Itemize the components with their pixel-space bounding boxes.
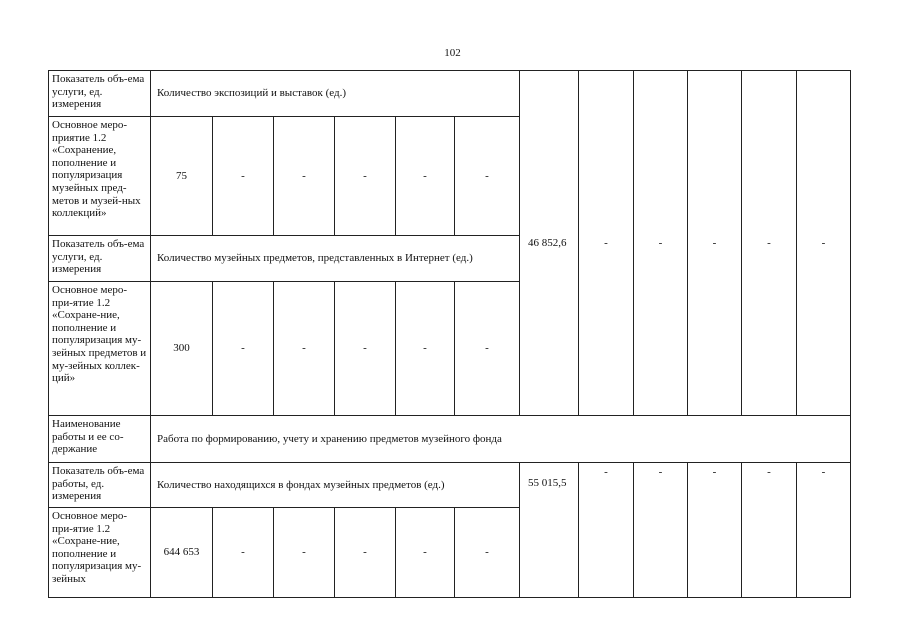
indicator-text: Количество экспозиций и выставок (ед.) (151, 71, 520, 117)
dash-cell: - (797, 463, 851, 598)
dash-cell: - (335, 508, 396, 598)
value-cell: 300 (151, 282, 213, 416)
row-label: Основное меро-приятие 1.2 «Сохранение, пополнение и популяризация музейных пред-метов и музей-ных коллекций» (49, 117, 151, 236)
dash-cell: - (455, 508, 520, 598)
dash-cell: - (455, 117, 520, 236)
value-cell: 75 (151, 117, 213, 236)
dash-cell: - (634, 463, 688, 598)
dash-cell: - (213, 117, 274, 236)
dash-cell: - (213, 508, 274, 598)
dash-cell: - (213, 282, 274, 416)
indicator-text: Количество находящихся в фондах музейных предметов (ед.) (151, 463, 520, 508)
budget-table (48, 70, 851, 598)
value-cell: 644 653 (151, 508, 213, 598)
row-label: Наименование работы и ее со-держание (49, 416, 151, 463)
dash-cell: - (742, 463, 797, 598)
dash-cell: - (797, 71, 851, 416)
dash-cell: - (688, 71, 742, 416)
row-label: Основное меро-при-ятие 1.2 «Сохране-ние, пополнение и популяризация му-зейных (49, 508, 151, 598)
row-label: Показатель объ-ема услуги, ед. измерения (49, 236, 151, 282)
dash-cell: - (634, 71, 688, 416)
row-label: Показатель объ-ема услуги, ед. измерения (49, 71, 151, 117)
total-value: 46 852,6 (520, 71, 579, 416)
dash-cell: - (396, 508, 455, 598)
dash-cell: - (688, 463, 742, 598)
dash-cell: - (335, 282, 396, 416)
dash-cell: - (274, 508, 335, 598)
table-row (49, 71, 851, 117)
dash-cell: - (579, 71, 634, 416)
dash-cell: - (455, 282, 520, 416)
work-title: Работа по формированию, учету и хранению предметов музейного фонда (151, 416, 851, 463)
indicator-text: Количество музейных предметов, представленных в Интернет (ед.) (151, 236, 520, 282)
dash-cell: - (742, 71, 797, 416)
dash-cell: - (274, 117, 335, 236)
table-row (49, 416, 851, 463)
row-label: Основное меро-при-ятие 1.2 «Сохране-ние, пополнение и популяризация му-зейных предметов и му-зейных коллек-ций» (49, 282, 151, 416)
page-number: 102 (444, 47, 461, 59)
table-row (49, 463, 851, 508)
row-label: Показатель объ-ема работы, ед. измерения (49, 463, 151, 508)
total-value: 55 015,5 (520, 463, 579, 598)
dash-cell: - (274, 282, 335, 416)
dash-cell: - (396, 117, 455, 236)
dash-cell: - (579, 463, 634, 598)
dash-cell: - (335, 117, 396, 236)
dash-cell: - (396, 282, 455, 416)
